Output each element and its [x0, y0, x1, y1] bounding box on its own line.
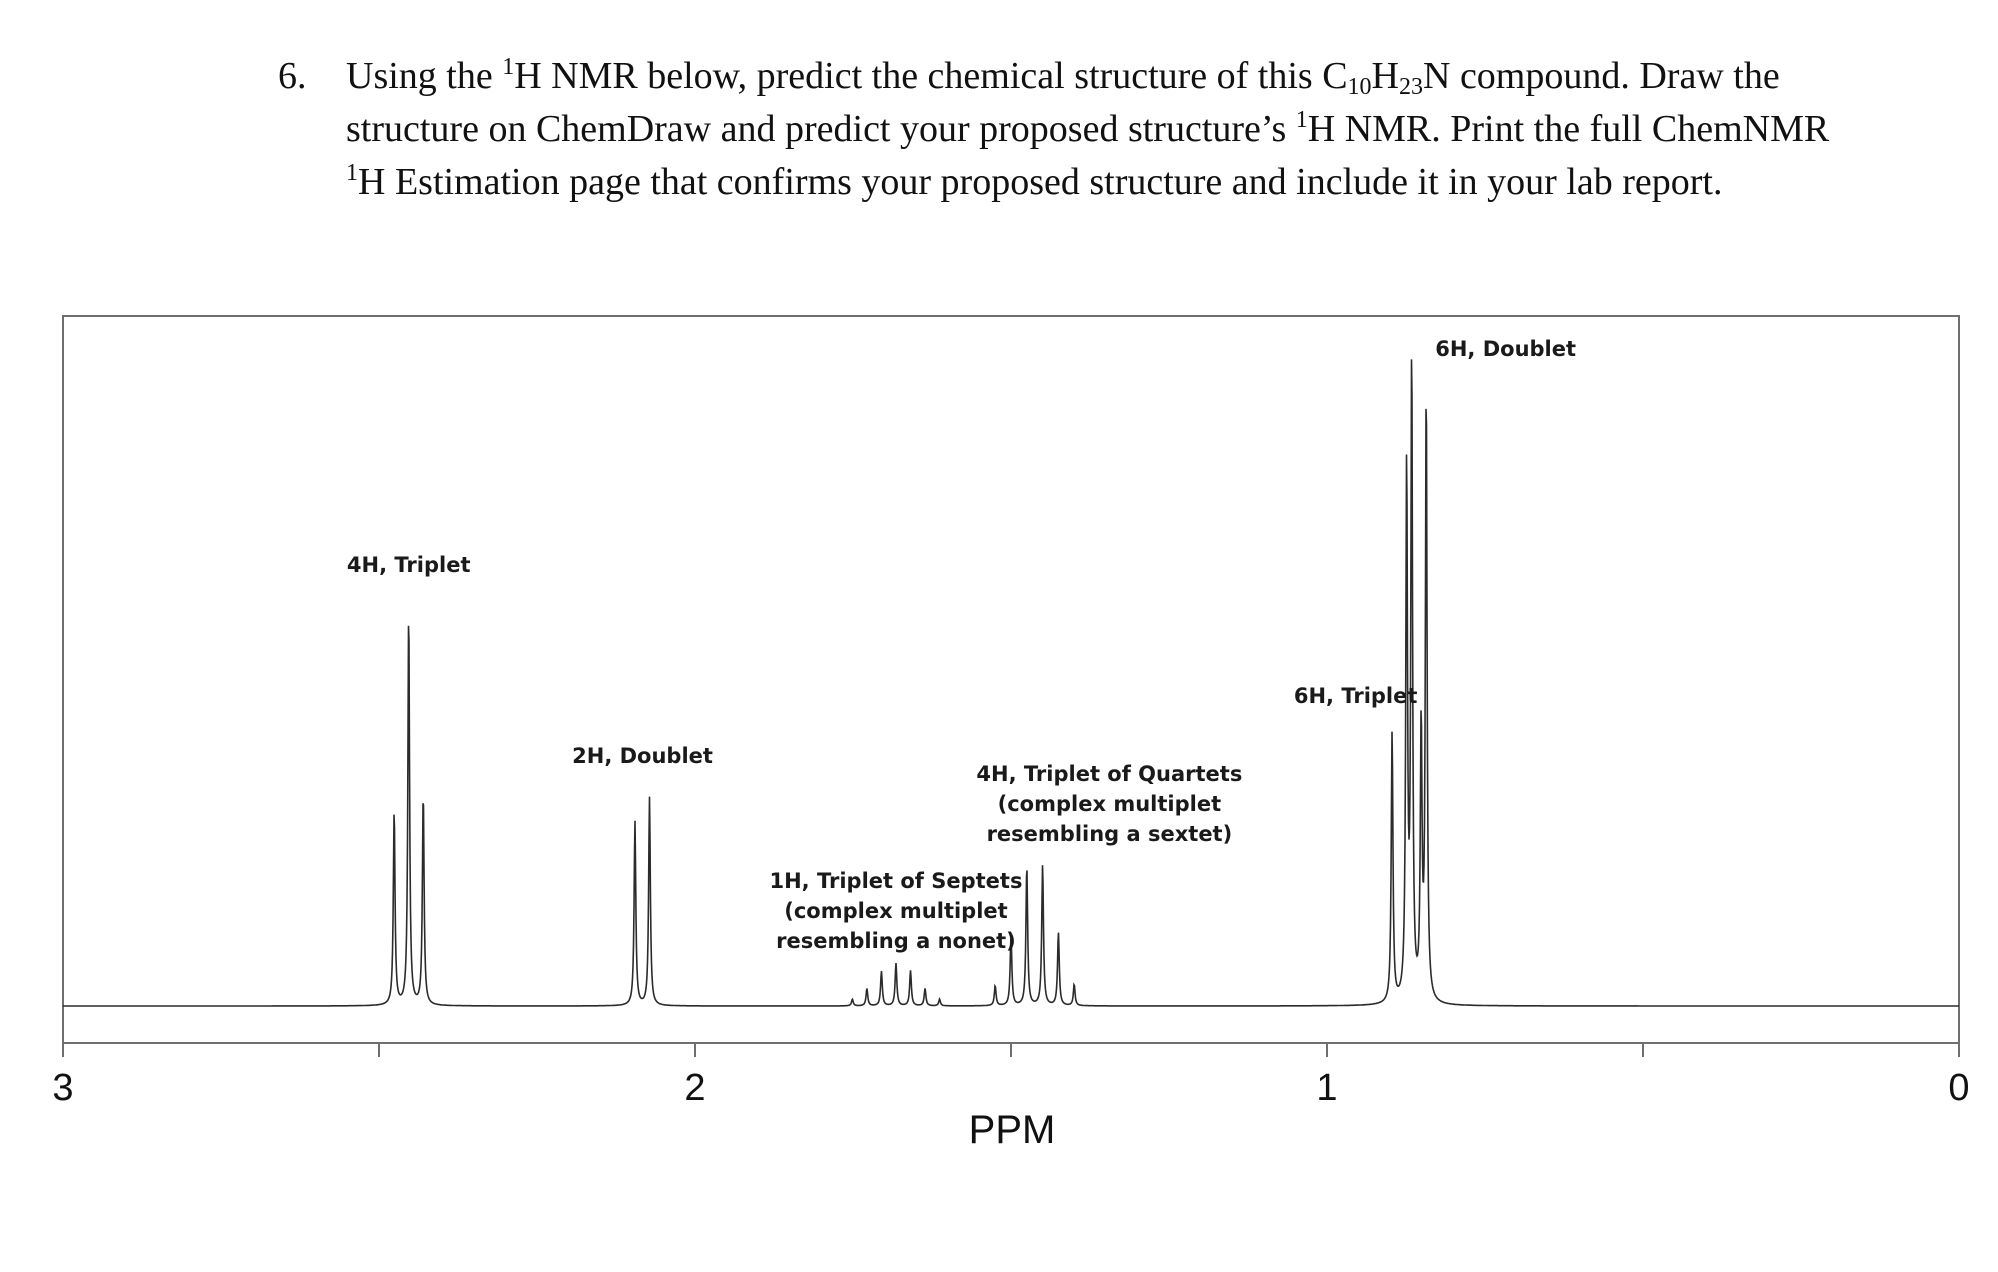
q1-sub-2: 23 — [1399, 74, 1423, 100]
q1-text-b: H NMR below, predict the chemical structure of this C — [514, 55, 1348, 97]
peak-annotation: 6H, Doublet — [1435, 337, 1577, 361]
peak-annotation: 2H, Doublet — [572, 744, 713, 768]
q1-text-c: H — [1371, 55, 1399, 97]
peak-annotation: 4H, Triplet of Quartets — [976, 762, 1243, 786]
q1-text-a: Using the — [346, 55, 503, 97]
peak-annotation: (complex multiplet — [997, 792, 1222, 816]
question-number: 6. — [278, 55, 307, 97]
spectrum-trace — [63, 359, 1959, 1006]
peak-annotation: resembling a nonet) — [776, 929, 1016, 953]
x-axis-title: PPM — [968, 1108, 1056, 1152]
x-axis-tick-labels — [52, 1067, 1969, 1109]
peak-annotation: 6H, Triplet — [1293, 684, 1418, 708]
peak-annotation: 1H, Triplet of Septets — [769, 869, 1023, 893]
q1-sub-1: 10 — [1347, 74, 1372, 100]
peak-annotation: resembling a sextet) — [986, 822, 1233, 846]
x-tick-label: 0 — [1948, 1067, 1970, 1109]
q2-text-b: H NMR. Print the full ChemNMR — [1307, 108, 1830, 150]
peak-annotation: (complex multiplet — [784, 899, 1008, 923]
peak-annotation: 4H, Triplet — [346, 553, 471, 577]
q3-text-a: H Estimation page that confirms your proposed structure and include it in your lab report. — [358, 161, 1723, 203]
q1-sup-1: 1 — [502, 54, 515, 80]
x-tick-label: 3 — [52, 1067, 74, 1109]
x-tick-label: 2 — [684, 1067, 706, 1109]
q2-text-a: structure on ChemDraw and predict your proposed structure’s — [346, 108, 1296, 150]
x-tick-label: 1 — [1316, 1067, 1338, 1109]
x-axis-ticks — [63, 1043, 1959, 1057]
q2-sup-1: 1 — [1295, 107, 1308, 133]
q3-sup-1: 1 — [346, 160, 358, 186]
q1-text-d: N compound. Draw the — [1423, 55, 1780, 97]
